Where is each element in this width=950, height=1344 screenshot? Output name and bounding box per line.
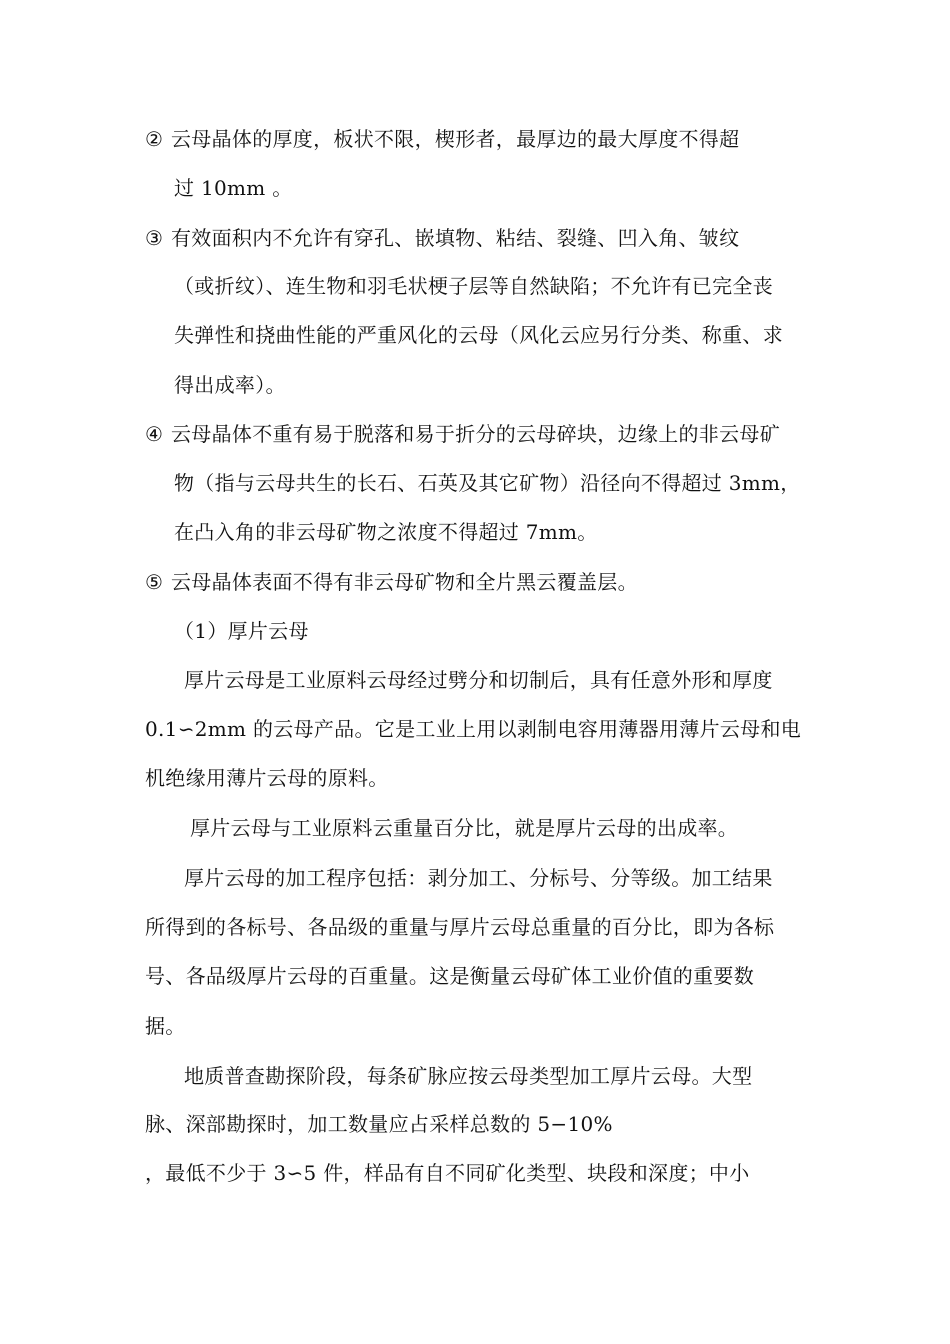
list-item-2-line-1 [145,127,739,151]
list-item-3-line-2: （或折纹）、连生物和羽毛状梗子层等自然缺陷；不允许有已完全丧 [174,274,773,298]
paragraph-1-line-1: 厚片云母是工业原料云母经过劈分和切制后，具有任意外形和厚度 [184,668,773,692]
paragraph-3-line-2: 所得到的各标号、各品级的重量与厚片云母总重量的百分比，即为各标 [145,915,775,939]
list-item-4-line-3: 在凸入角的非云母矿物之浓度不得超过 7mm。 [174,520,598,544]
paragraph-3-line-3: 号、各品级厚片云母的百重量。这是衡量云母矿体工业价值的重要数 [145,964,754,988]
list-item-text: 云母晶体的厚度，板状不限，楔形者，最厚边的最大厚度不得超 [171,127,740,151]
item-marker-2: ② [145,127,164,151]
paragraph-4-line-2: 脉、深部勘探时，加工数量应占采样总数的 5−10% [145,1112,613,1136]
paragraph-3-line-4: 据。 [145,1014,186,1038]
list-item-3-line-1 [145,226,739,250]
item-marker-5: ⑤ [145,570,164,594]
list-item-3-line-3: 失弹性和挠曲性能的严重风化的云母（风化云应另行分类、称重、求 [174,323,783,347]
list-item-4-line-2: 物（指与云母共生的长石、石英及其它矿物）沿径向不得超过 3mm， [174,471,801,495]
list-item-text: 云母晶体表面不得有非云母矿物和全片黑云覆盖层。 [171,570,638,594]
item-marker-4: ④ [145,422,164,446]
list-item-5-line-1 [145,570,638,594]
list-item-3-line-4: 得出成率）。 [174,373,286,397]
paragraph-2-line-1: 厚片云母与工业原料云重量百分比，就是厚片云母的出成率。 [190,816,739,840]
list-item-text: 云母晶体不重有易于脱落和易于折分的云母碎块，边缘上的非云母矿 [171,422,780,446]
list-item-4-line-1 [145,422,780,446]
section-heading: （1）厚片云母 [174,619,309,643]
list-item-text: 有效面积内不允许有穿孔、嵌填物、粘结、裂缝、凹入角、皱纹 [171,226,740,250]
list-item-2-line-2: 过 10mm 。 [174,176,293,200]
item-marker-3: ③ [145,226,164,250]
paragraph-1-line-2: 0.1∽2mm 的云母产品。它是工业上用以剥制电容用薄器用薄片云母和电 [145,717,802,741]
paragraph-4-line-1: 地质普查勘探阶段，每条矿脉应按云母类型加工厚片云母。大型 [184,1064,753,1088]
paragraph-3-line-1: 厚片云母的加工程序包括：剥分加工、分标号、分等级。加工结果 [184,866,773,890]
paragraph-4-line-3: ，最低不少于 3∽5 件，样品有自不同矿化类型、块段和深度；中小 [145,1161,750,1185]
paragraph-1-line-3: 机绝缘用薄片云母的原料。 [145,766,389,790]
